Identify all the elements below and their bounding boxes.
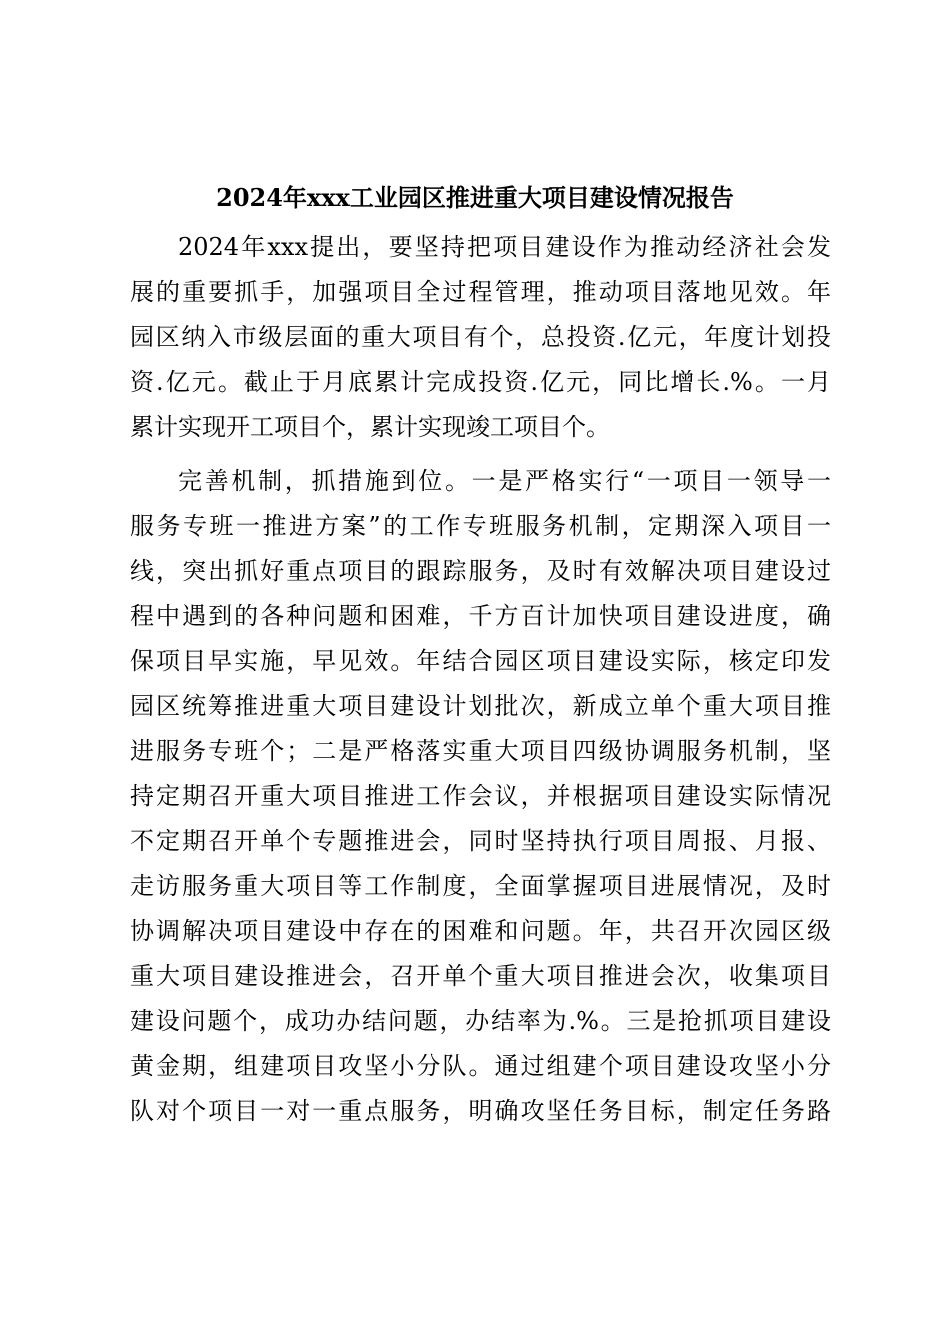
text-line: 黄金期，组建项目攻坚小分队。通过组建个项目建设攻坚小分	[130, 1052, 831, 1080]
text-line: 持定期召开重大项目推进工作会议，并根据项目建设实际情况	[130, 782, 831, 810]
paragraph-intro	[130, 225, 831, 450]
text-line: 服务专班一推进方案”的工作专班服务机制，定期深入项目一	[130, 512, 831, 540]
text-line: 进服务专班个；二是严格落实重大项目四级协调服务机制，坚	[130, 737, 831, 765]
text-line: 不定期召开单个专题推进会，同时坚持执行项目周报、月报、	[130, 827, 831, 855]
text-line: 展的重要抓手，加强项目全过程管理，推动项目落地见效。年	[130, 278, 831, 306]
document-title: 2024年xxx工业园区推进重大项目建设情况报告	[216, 183, 734, 212]
text-line: 园区纳入市级层面的重大项目有个，总投资.亿元，年度计划投	[130, 323, 831, 351]
text-line: 协调解决项目建设中存在的困难和问题。年，共召开次园区级	[130, 917, 831, 945]
text-line: 资.亿元。截止于月底累计完成投资.亿元，同比增长.%。一月	[130, 368, 831, 396]
text-line: 程中遇到的各种问题和困难，千方百计加快项目建设进度，确	[130, 602, 831, 630]
text-line: 建设问题个，成功办结问题，办结率为.%。三是抢抓项目建设	[130, 1007, 831, 1035]
text-line: 队对个项目一对一重点服务，明确攻坚任务目标，制定任务路	[130, 1097, 831, 1125]
text-line: 累计实现开工项目个，累计实现竣工项目个。	[130, 413, 610, 441]
text-line: 走访服务重大项目等工作制度，全面掌握项目进展情况，及时	[130, 872, 831, 900]
text-line: 完善机制，抓措施到位。一是严格实行“一项目一领导一	[178, 467, 831, 495]
text-line: 2024年xxx提出，要坚持把项目建设作为推动经济社会发	[178, 233, 831, 261]
text-line: 保项目早实施，早见效。年结合园区项目建设实际，核定印发	[130, 647, 831, 675]
text-line: 重大项目建设推进会，召开单个重大项目推进会次，收集项目	[130, 962, 831, 990]
text-line: 园区统筹推进重大项目建设计划批次，新成立单个重大项目推	[130, 692, 831, 720]
text-line: 线，突出抓好重点项目的跟踪服务，及时有效解决项目建设过	[130, 557, 831, 585]
paragraph-mechanism	[130, 459, 831, 1134]
